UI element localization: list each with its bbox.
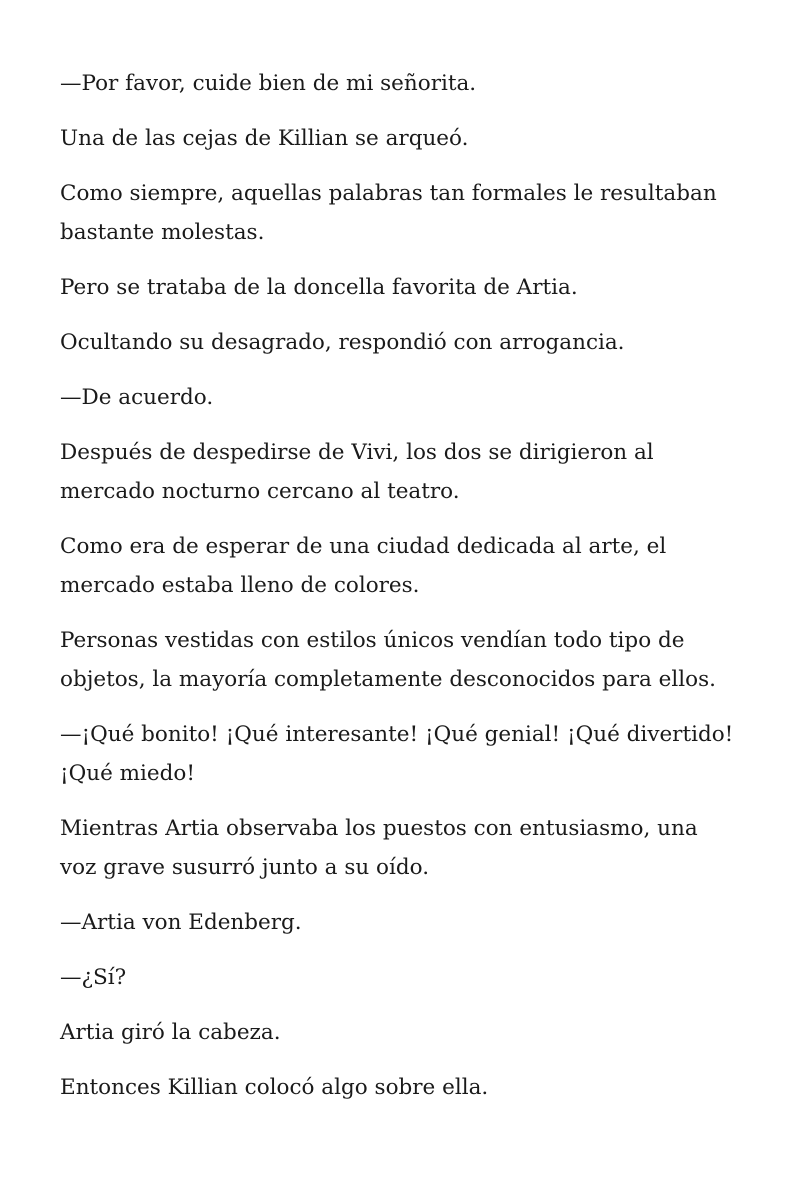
paragraph: —Por favor, cuide bien de mi señorita.	[60, 71, 477, 96]
paragraph: Pero se trataba de la doncella favorita de Artia.	[60, 275, 578, 300]
paragraph: Una de las cejas de Killian se arqueó.	[60, 126, 469, 151]
paragraph: Como siempre, aquellas palabras tan formales le resultaban bastante molestas.	[60, 181, 717, 245]
paragraph: Ocultando su desagrado, respondió con arrogancia.	[60, 330, 625, 355]
paragraph: Después de despedirse de Vivi, los dos se dirigieron al mercado nocturno cercano al teatro.	[60, 440, 654, 504]
paragraph: Mientras Artia observaba los puestos con entusiasmo, una voz grave susurró junto a su oído.	[60, 816, 698, 880]
paragraph: —Artia von Edenberg.	[60, 910, 302, 935]
paragraph: Entonces Killian colocó algo sobre ella.	[60, 1075, 489, 1100]
paragraph: Personas vestidas con estilos únicos vendían todo tipo de objetos, la mayoría completamente desconocidos para ellos.	[60, 628, 716, 692]
paragraph: —De acuerdo.	[60, 385, 214, 410]
paragraph: —¡Qué bonito! ¡Qué interesante! ¡Qué genial! ¡Qué divertido! ¡Qué miedo!	[60, 722, 734, 786]
paragraph: Artia giró la cabeza.	[60, 1020, 281, 1045]
paragraph: Como era de esperar de una ciudad dedicada al arte, el mercado estaba lleno de colores.	[60, 534, 667, 598]
paragraph: —¿Sí?	[60, 965, 127, 990]
